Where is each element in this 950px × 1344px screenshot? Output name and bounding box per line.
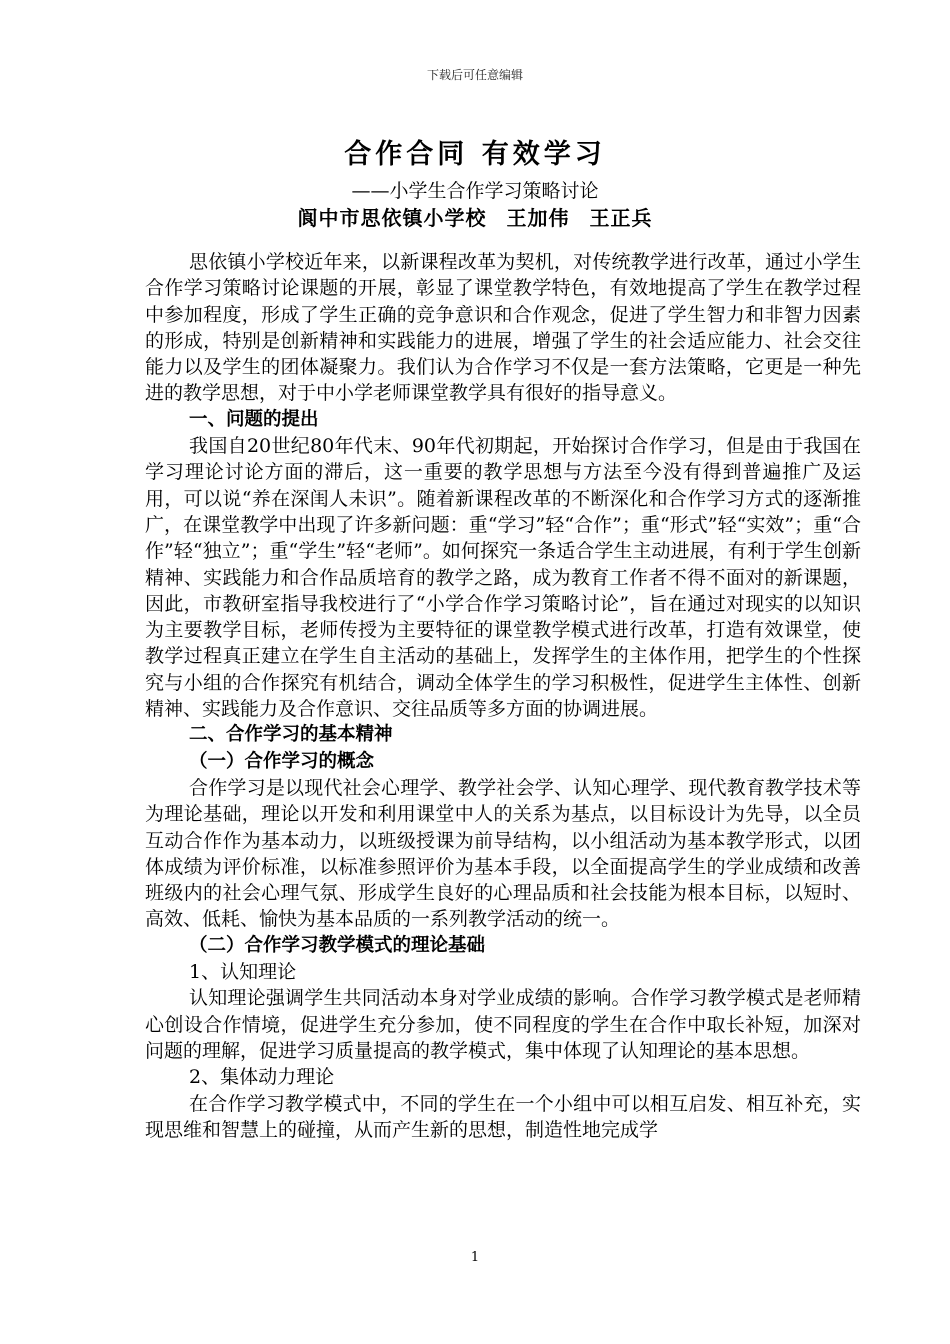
numbered-heading: 1、认知理论 [189,961,297,984]
section-heading: 二、合作学习的基本精神 [189,724,393,746]
paragraph: 在合作学习教学模式中，不同的学生在一个小组中可以相互启发、相互补充，实现思维和智慧上的碰撞，从而产生新的思想，制造性地完成学 [145,1092,861,1141]
author-line [0,202,950,231]
document-body [145,249,861,1143]
section-heading: 一、问题的提出 [189,408,319,430]
author-name: 王加伟 [506,206,570,230]
paragraph: 合作学习是以现代社会心理学、教学社会学、认知心理学、现代教育教学技术等为理论基础，理论以开发和利用课堂中人的关系为基点，以目标设计为先导，以全员互动合作作为基本动力，以班级授课为前导结构，以小组活动为基本教学形式，以团体成绩为评价标准，以标准参照评价为基本手段，以全面提高学生的学业成绩和改善班级内的社会心理气氛、形成学生良好的心理品质和社会技能为根本目标，以短时、高效、低耗、愉快为基本品质的一系列教学活动的统一。 [145,776,861,931]
school-name: 阆中市思依镇小学校 [297,206,487,230]
subsection-heading: （二）合作学习教学模式的理论基础 [189,934,486,956]
paragraph: 认知理论强调学生共同活动本身对学业成绩的影响。合作学习教学模式是老师精心创设合作情境，促进学生充分参加，使不同程度的学生在合作中取长补短，加深对问题的理解，促进学习质量提高的教学模式，集中体现了认知理论的基本思想。 [145,987,861,1062]
author-name: 王正兵 [589,206,653,230]
document-title: 合作合同 有效学习 [344,139,606,170]
document-subtitle: ——小学生合作学习策略讨论 [351,180,599,202]
subsection-heading: （一）合作学习的概念 [189,750,375,772]
numbered-heading: 2、集体动力理论 [189,1066,335,1089]
paragraph: 我国自20世纪80年代末、90年代初期起，开始探讨合作学习，但是由于我国在学习理论讨论方面的滞后，这一重要的教学思想与方法至今没有得到普遍推广及运用，可以说“养在深闺人未识”。随着新课程改革的不断深化和合作学习方式的逐渐推广，在课堂教学中出现了许多新问题：重“学习”轻“合作”；重“形式”轻“实效”；重“合作”轻“独立”；重“学生”轻“老师”。如何探究一条适合学生主动进展，有利于学生创新精神、实践能力和合作品质培育的教学之路，成为教育工作者不得不面对的新课题，因此，市教研室指导我校进行了“小学合作学习策略讨论”，旨在通过对现实的以知识为主要教学目标，老师传授为主要特征的课堂教学模式进行改革，打造有效课堂，使教学过程真正建立在学生自主活动的基础上，发挥学生的主体作用，把学生的个性探究与小组的合作探究有机结合，调动全体学生的学习积极性，促进学生主体性、创新精神、实践能力及合作意识、交往品质等多方面的协调进展。 [145,435,861,721]
page-number: 1 [470,1250,480,1265]
paragraph: 思依镇小学校近年来，以新课程改革为契机，对传统教学进行改革，通过小学生合作学习策略讨论课题的开展，彰显了课堂教学特色，有效地提高了学生在教学过程中参加程度，形成了学生正确的竞争意识和合作观念，促进了学生智力和非智力因素的形成，特别是创新精神和实践能力的进展，增强了学生的社会适应能力、社会交往能力以及学生的团体凝聚力。我们认为合作学习不仅是一套方法策略，它更是一种先进的教学思想，对于中小学老师课堂教学具有很好的指导意义。 [145,251,861,405]
header-note: 下载后可任意编辑 [426,68,523,82]
